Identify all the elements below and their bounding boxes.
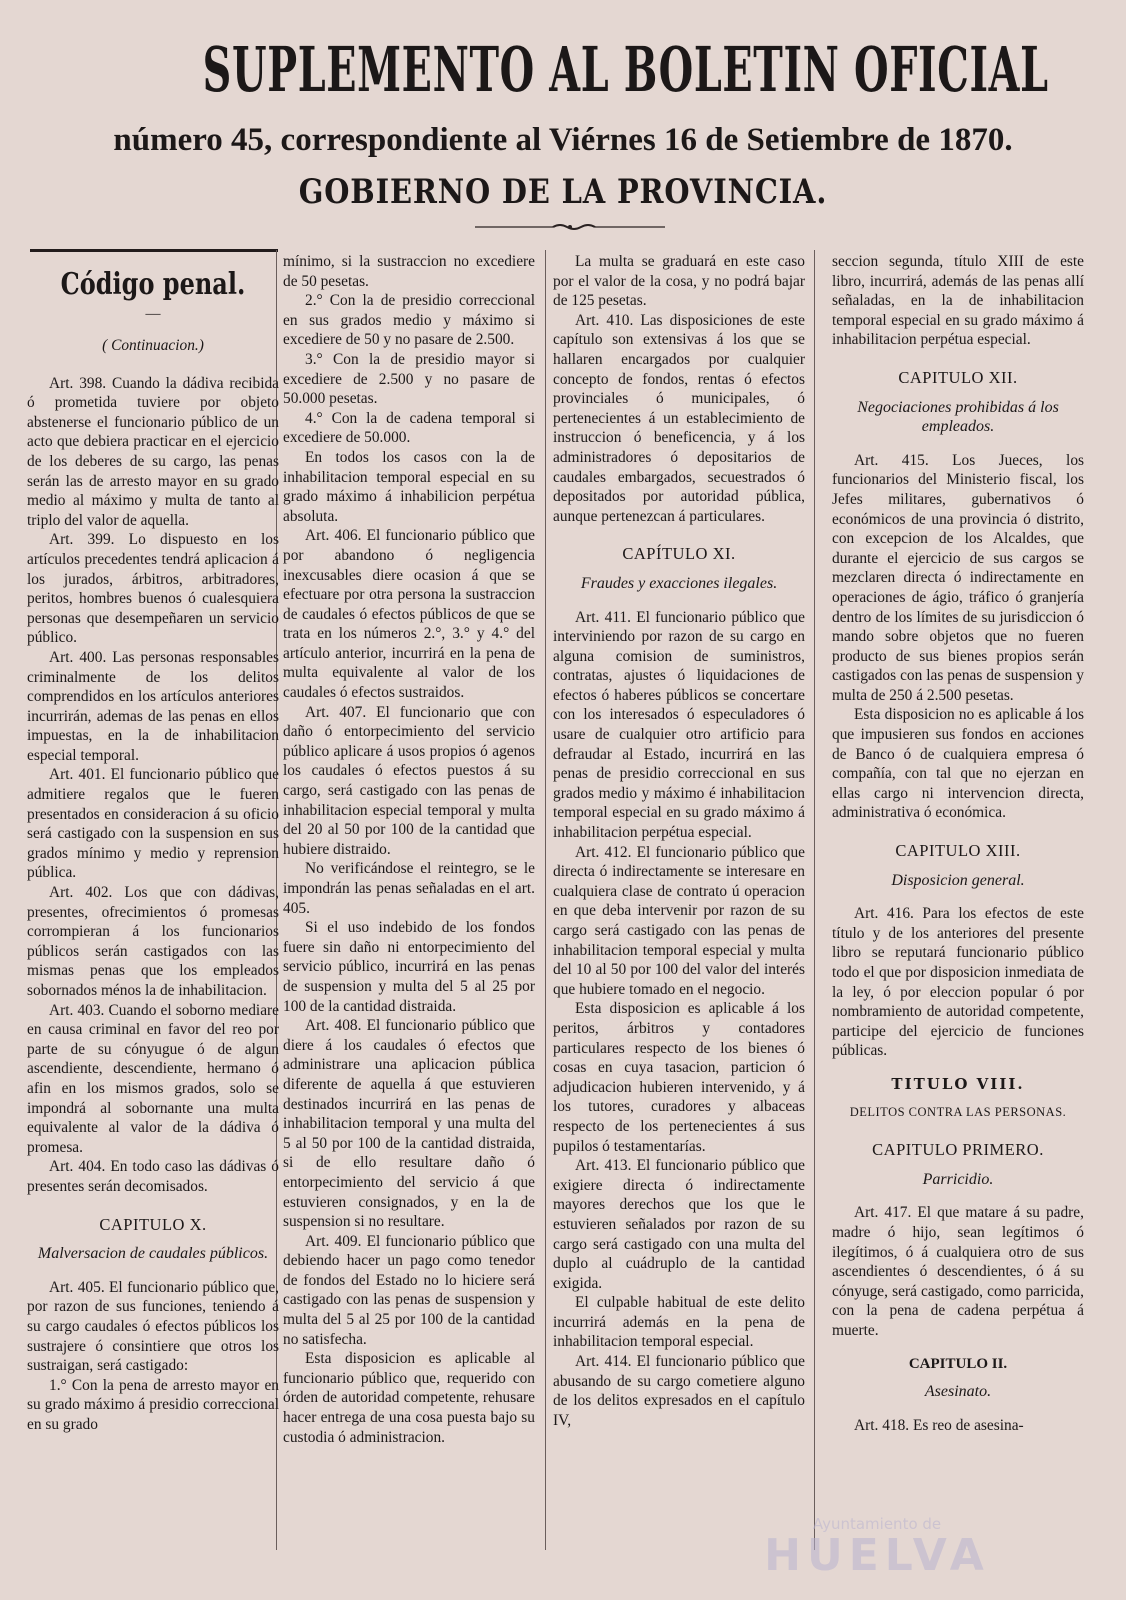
title-heading: TITULO VIII. bbox=[891, 1074, 1025, 1093]
paragraph: Esta disposicion es aplicable á los peritos, árbitros y contadores particulares respecto de los bienes ó cosas en cuya tasacion, particion ó adjudicacion hubieren intervenido, y á los tutores, curadores y albaceas respecto de los pertenecientes á sus pupilos ó testamentarías. bbox=[553, 1000, 805, 1155]
issue-line: número 45, correspondiente al Viérnes 16 de Setiembre de 1870. bbox=[113, 122, 1013, 158]
paragraph: En todos los casos con la de inhabilitacion temporal especial en su grado máximo á inhabilicion perpétua absoluta. bbox=[283, 448, 535, 525]
article-405: Art. 405. El funcionario público que, por razon de sus funciones, teniendo á su cargo caudales ó efectos públicos los sustrajere ó consintiere que otros los sustraigan, será castigado: bbox=[27, 1278, 279, 1375]
paragraph: La multa se graduará en este caso por el valor de la cosa, y no podrá bajar de 125 pesetas. bbox=[553, 253, 805, 310]
paragraph: El culpable habitual de este delito incurrirá además en la pena de inhabilitacion temporal especial. bbox=[553, 1294, 805, 1351]
article-401: Art. 401. El funcionario público que admitiere regalos que le fueren presentados en consideracion á su oficio será castigado con la suspension en sus grados mínimo y medio y reprension pública. bbox=[27, 766, 279, 882]
article-416: Art. 416. Para los efectos de este título y de los anteriores del presente libro se reputará funcionario público todo el que por disposicion inmediata de la ley, ó por eleccion popular ó por nombramiento de autoridad competente, participe del ejercicio de funciones públicas. bbox=[832, 905, 1084, 1060]
section-heading: GOBIERNO DE LA PROVINCIA. bbox=[298, 172, 828, 212]
column-divider bbox=[545, 250, 546, 1550]
paragraph: Si el uso indebido de los fondos fuere sin daño ni entorpecimiento del servicio público, incurrirá en las penas de suspension y multa del 5 al 25 por 100 de la cantidad distraida. bbox=[283, 919, 535, 1015]
chapter-heading: CAPÍTULO XI. bbox=[622, 544, 736, 564]
article-411: Art. 411. El funcionario público que interviniendo por razon de su cargo en alguna comision de suministros, contratas, ajustes ó liquidaciones de efectos ó haberes públicos se concertare con los interesados ó especuladores ó usare de cualquier otro artificio para defraudar al Estado, incurrirá en las penas de presidio correccional en sus grados medio y máximo é inhabilitacion temporal especial en su grado máximo á inhabilitacion perpétua especial. bbox=[553, 608, 805, 842]
article-414: Art. 414. El funcionario público que abusando de su cargo cometiere alguno de los delitos expresados en el capítulo IV, bbox=[553, 1353, 805, 1429]
paragraph: Esta disposicion no es aplicable á los que impusieren sus fondos en acciones de Banco ó de cualquiera empresa ó compañía, con tal que no ejerzan en ellas cargo ni intervencion directa, administrativa ó económica. bbox=[832, 706, 1084, 822]
article-406: Art. 406. El funcionario público que por abandono ó negligencia inexcusables diere ocasion á que se efectuare por otra persona la sustraccion de caudales ó efectos públicos de que se trata en los números 2.°, 3.° y 4.° del artículo anterior, incurrirá en la pena de multa equivalente al valor de los caudales ó efectos sustraidos. bbox=[283, 527, 535, 702]
section-title: Parricidio. bbox=[922, 1170, 994, 1188]
title-subheading: DELITOS CONTRA LAS PERSONAS. bbox=[849, 1104, 1067, 1119]
chapter-heading: CAPITULO II. bbox=[908, 1355, 1008, 1372]
column-3 bbox=[553, 252, 805, 1592]
article-413: Art. 413. El funcionario público que exigiere directa ó indirectamente mayores derechos que los que le estuvieren señalados por razon de su cargo será castigado con una multa del duplo al cuádruplo de la cantidad exigida. bbox=[553, 1157, 805, 1292]
paragraph: No verificándose el reintegro, se le impondrán las penas señaladas en el art. 405. bbox=[283, 860, 535, 917]
section-title: Malversacion de caudales públicos. bbox=[37, 1245, 269, 1263]
section-title: Negociaciones prohibidas á los empleados. bbox=[857, 398, 1059, 436]
article-405-item-1: 1.° Con la pena de arresto mayor en su grado máximo á presidio correccional en su grado bbox=[27, 1376, 279, 1433]
masthead bbox=[0, 0, 1126, 240]
article-412: Art. 412. El funcionario público que directa ó indirectamente se interesare en cualquiera clase de contrato ú operacion en que deba intervenir por razon de su cargo será castigado con las penas de inhabilitacion temporal especial y multa del 10 al 50 por 100 del valor del interés que hubiere tomado en el negocio. bbox=[553, 843, 805, 998]
column-4 bbox=[832, 252, 1084, 1592]
continuation-note: ( Continuacion.) bbox=[102, 337, 204, 354]
section-title: Disposicion general. bbox=[891, 871, 1025, 889]
watermark-line: Ayuntamiento de bbox=[812, 1515, 942, 1533]
article-398: Art. 398. Cuando la dádiva recibida ó prometida tuviere por objeto abstenerse el funcionario público de un acto que debiera practicar en el ejercicio de los deberes de su cargo, las penas serán las de arresto mayor en su grado medio al máximo y multa de tanto al triplo del valor de aquella. bbox=[27, 374, 279, 529]
ornament-rule-icon bbox=[475, 222, 665, 232]
article-405-item-2: 2.° Con la de presidio correccional en sus grados medio y máximo si excediere de 50 y no pasare de 2.500. bbox=[283, 292, 535, 349]
section-title: Asesinato. bbox=[924, 1383, 992, 1401]
article-400: Art. 400. Las personas responsables criminalmente de los delitos comprendidos en los artículos anteriores incurrirán, ademas de las penas en ellos impuestas, en la de inhabilitacion especial temporal. bbox=[27, 648, 279, 764]
archive-watermark bbox=[712, 1515, 1042, 1580]
column-1 bbox=[27, 252, 279, 1592]
chapter-heading: CAPITULO XII. bbox=[898, 367, 1018, 387]
chapter-heading: CAPITULO XIII. bbox=[895, 841, 1021, 861]
column-2 bbox=[283, 252, 535, 1592]
article-399: Art. 399. Lo dispuesto en los artículos precedentes tendrá aplicacion á los jurados, árbitros, arbitradores, peritos, hombres buenos ó cualesquiera personas que desempeñaren un servicio público. bbox=[27, 531, 279, 647]
article-405-item-3: 3.° Con la de presidio mayor si excediere de 2.500 y no pasare de 50.000 pesetas. bbox=[283, 350, 535, 408]
article-404: Art. 404. En todo caso las dádivas ó presentes serán decomisados. bbox=[27, 1158, 279, 1195]
chapter-heading: CAPITULO X. bbox=[99, 1214, 207, 1234]
article-403: Art. 403. Cuando el soborno mediare en causa criminal en favor del reo por parte de su cónyugue ó de algun ascendiente, descendiente, hermano ó afin en los mismos grados, solo se impondrá al sobornante una multa equivalente al valor de la dádiva ó promesa. bbox=[27, 1001, 279, 1156]
paragraph: Esta disposicion es aplicable al funcionario público que, requerido con órden de autoridad competente, rehusare hacer entrega de una cosa puesta bajo su custodia ó administracion. bbox=[283, 1350, 535, 1446]
section-title: Fraudes y exacciones ilegales. bbox=[580, 574, 778, 592]
newspaper-title: SUPLEMENTO AL BOLETIN OFICIAL bbox=[202, 33, 1049, 106]
article-heading: Código penal. bbox=[60, 267, 246, 302]
article-418: Art. 418. Es reo de asesina- bbox=[854, 1416, 1024, 1434]
article-402: Art. 402. Los que con dádivas, presentes, ofrecimientos ó promesas corrompieran á los funcionarios públicos serán castigados con las mismas penas que los empleados sobornados ménos la de inhabilitacion. bbox=[27, 884, 279, 999]
article-407: Art. 407. El funcionario que con daño ó entorpecimiento del servicio público aplicare á usos propios ó agenos los caudales ó efectos puestos á su cargo, será castigado con las penas de inhabilitacion especial temporal y multa del 20 al 50 por 100 de la cantidad que hubiere distraido. bbox=[283, 703, 535, 858]
watermark-line: HUELVA bbox=[764, 1530, 990, 1581]
article-410: Art. 410. Las disposiciones de este capítulo son extensivas á los que se hallaren encargados por cualquier concepto de fondos, rentas ó efectos provinciales ó municipales, ó pertenecientes á un establecimiento de instruccion ó beneficencia, y á los administradores ó depositarios de caudales embargados, secuestrados ó depositados por autoridad pública, aunque pertenezcan á particulares. bbox=[553, 311, 805, 525]
chapter-heading: CAPITULO PRIMERO. bbox=[872, 1140, 1044, 1160]
article-417: Art. 417. El que matare á su padre, madre ó hijo, sean legítimos ó ilegítimos, ó á cualquiera otro de sus ascendientes ó descendientes, ó á su cónyuge, será castigado, como parricida, con la pena de cadena perpétua á muerte. bbox=[832, 1204, 1084, 1339]
paragraph-continuation: mínimo, si la sustraccion no excediere de 50 pesetas. bbox=[283, 253, 535, 290]
paragraph-continuation: seccion segunda, título XIII de este libro, incurrirá, además de las penas allí señaladas, en la de inhabilitacion temporal especial en su grado máximo á inhabilitacion perpétua especial. bbox=[832, 253, 1084, 349]
article-409: Art. 409. El funcionario público que debiendo hacer un pago como tenedor de fondos del Estado no lo hiciere será castigado con las penas de suspension y multa del 5 al 25 por 100 de la cantidad no satisfecha. bbox=[283, 1232, 535, 1348]
column-divider bbox=[814, 250, 815, 1550]
article-408: Art. 408. El funcionario público que diere á los caudales ó efectos que administrare una aplicacion pública diferente de aquella á que estuvieren destinados incurrirá en las penas de inhabilitacion temporal y una multa del 5 al 50 por 100 de la cantidad distraida, si de ello resultare daño ó entorpecimiento del servicio á que estuvieren consignados, y en la de suspension si no resultare. bbox=[283, 1017, 535, 1231]
heading-dash: — bbox=[145, 306, 161, 322]
article-415: Art. 415. Los Jueces, los funcionarios del Ministerio fiscal, los Jefes militares, gubernativos ó económicos de una provincia ó distrito, con excepcion de los Alcaldes, que durante el ejercicio de sus cargos se mezclaren directa ó indirectamente en operaciones de ágio, tráfico ó granjería dentro de los límites de su jurisdiccion ó mando sobre objetos que no fueren producto de sus bienes propios serán castigados con las penas de suspension y multa de 250 á 2.500 pesetas. bbox=[832, 451, 1084, 704]
article-405-item-4: 4.° Con la de cadena temporal si excediere de 50.000. bbox=[283, 409, 535, 447]
